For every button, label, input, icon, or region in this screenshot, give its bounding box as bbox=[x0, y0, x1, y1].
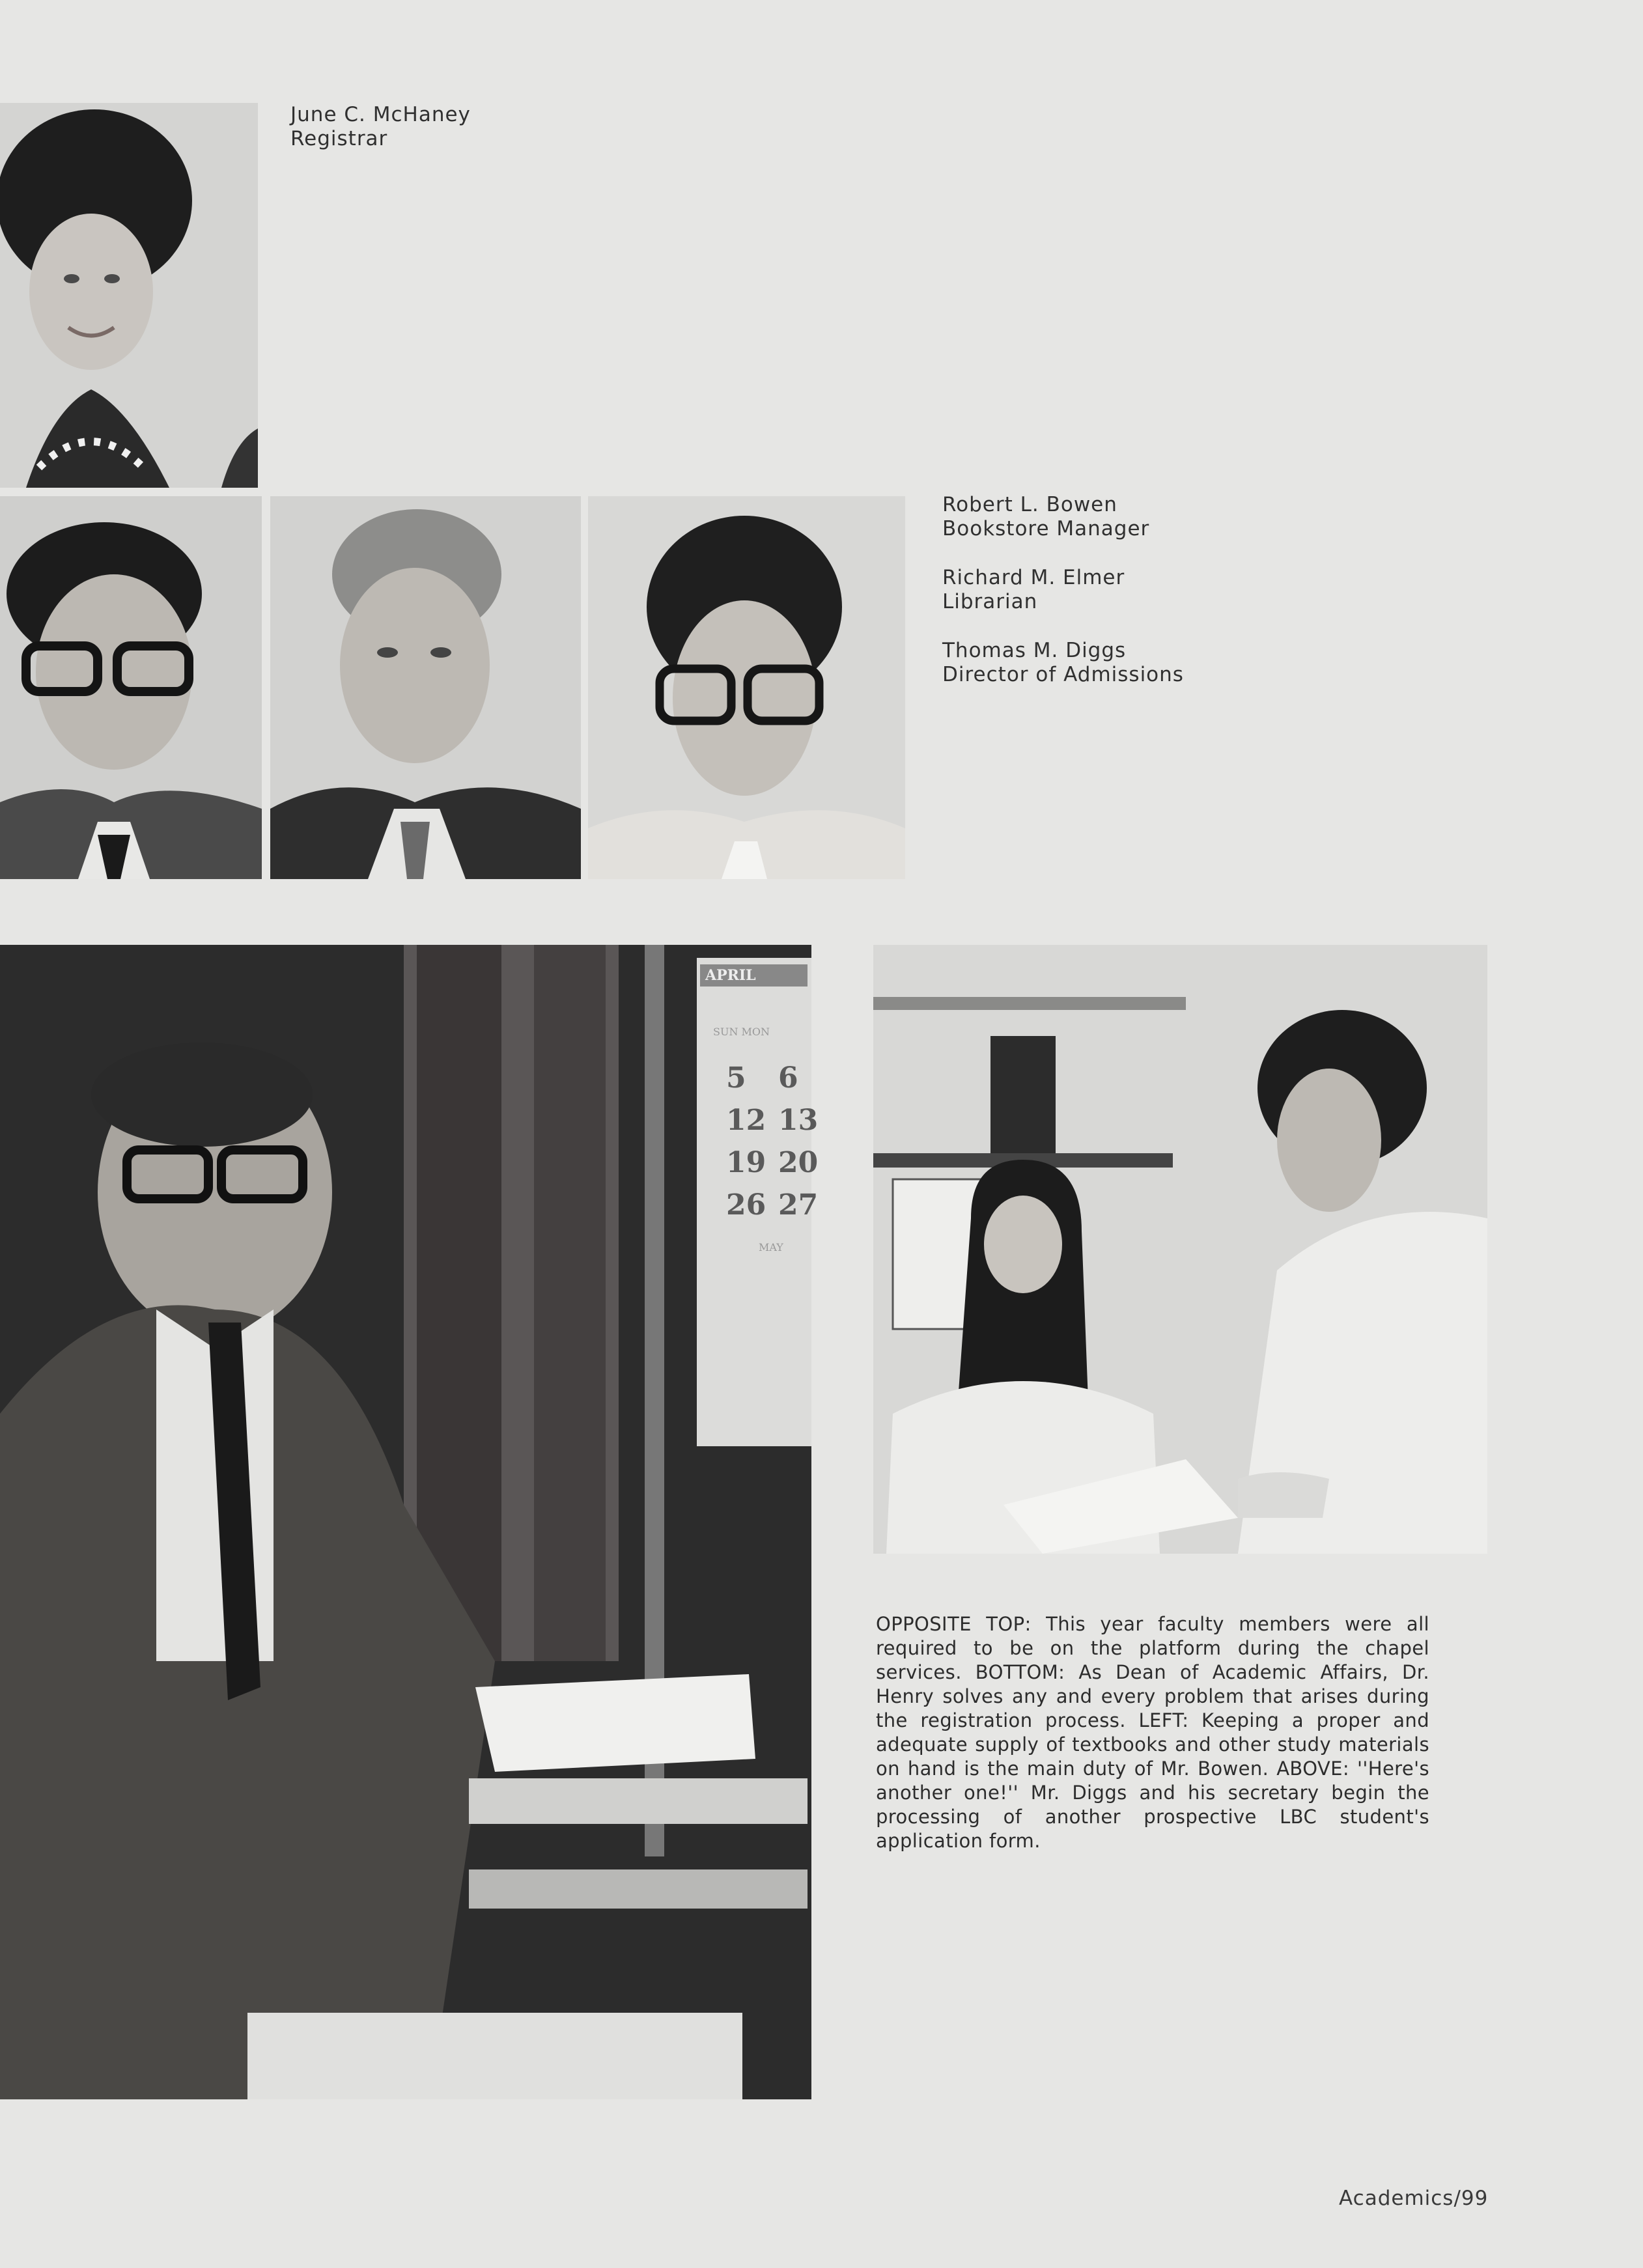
title-bowen: Bookstore Manager bbox=[942, 517, 1150, 540]
title-elmer: Librarian bbox=[942, 590, 1038, 613]
photo-bowen-bookstore bbox=[0, 945, 819, 2099]
portrait-diggs bbox=[588, 496, 905, 879]
calendar-date: 27 bbox=[778, 1188, 819, 1222]
calendar-date: 19 bbox=[726, 1146, 766, 1179]
spacer-2 bbox=[942, 614, 1184, 639]
photo-caption: OPPOSITE TOP: This year faculty members were all required to be on the platform during the chapel services. BOTTOM: As Dean of Academic Affairs, Dr. Henry solves any and every problem that arises during the registration process. LEFT: Keeping a proper and adequate supply of textbooks and other study materials on hand is the main duty of Mr. Bowen. ABOVE: ''Here's another one!'' Mr. Diggs and his secretary begin the processing of another prospective LBC student's application form. bbox=[876, 1613, 1429, 1852]
calendar-date: 12 bbox=[726, 1104, 766, 1137]
spacer-1 bbox=[942, 541, 1184, 566]
title-mchaney: Registrar bbox=[290, 127, 388, 150]
label-staff-group bbox=[942, 493, 1184, 687]
calendar-days-row: SUN MON bbox=[713, 1026, 770, 1038]
calendar-date: 26 bbox=[726, 1188, 766, 1222]
calendar-date: 13 bbox=[778, 1104, 819, 1137]
name-bowen: Robert L. Bowen bbox=[942, 493, 1117, 516]
photo-diggs-secretary bbox=[873, 945, 1487, 1554]
calendar-date: 20 bbox=[778, 1146, 819, 1179]
calendar-date: 5 bbox=[726, 1061, 746, 1095]
name-diggs: Thomas M. Diggs bbox=[942, 639, 1127, 662]
portrait-elmer bbox=[270, 496, 581, 879]
calendar-dates bbox=[700, 1061, 819, 1222]
calendar-next-month: MAY bbox=[759, 1241, 783, 1253]
name-elmer: Richard M. Elmer bbox=[942, 566, 1125, 589]
portrait-bowen bbox=[0, 496, 262, 879]
portrait-mchaney bbox=[0, 103, 258, 488]
name-mchaney: June C. McHaney bbox=[290, 103, 471, 126]
calendar-header: APRIL bbox=[700, 964, 807, 987]
title-diggs: Director of Admissions bbox=[942, 663, 1184, 686]
calendar-date: 6 bbox=[778, 1061, 798, 1095]
calendar bbox=[700, 964, 819, 1253]
page-footer: Academics/99 bbox=[1339, 2187, 1489, 2210]
label-mchaney bbox=[290, 103, 471, 151]
